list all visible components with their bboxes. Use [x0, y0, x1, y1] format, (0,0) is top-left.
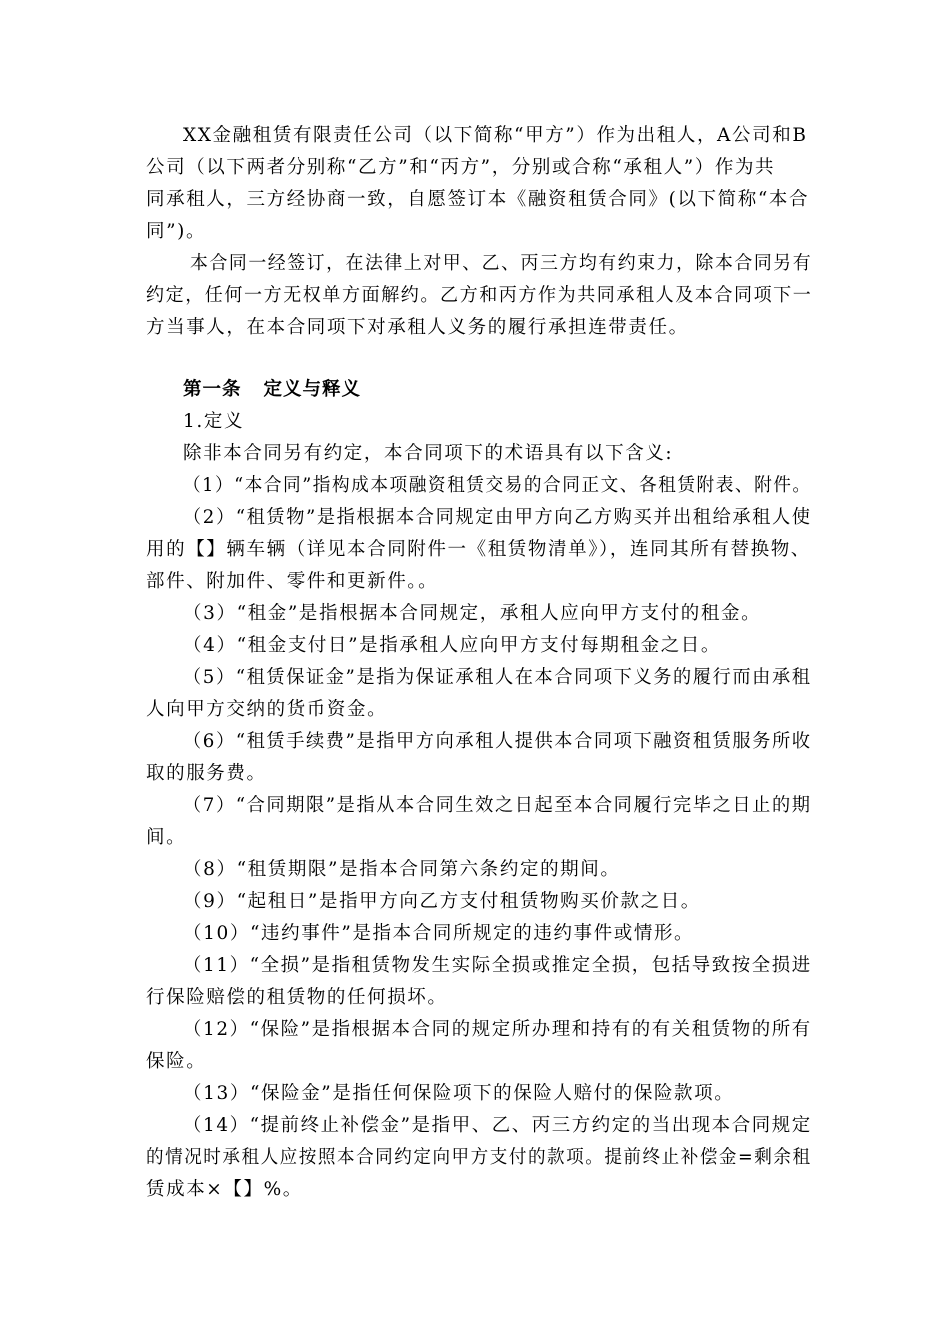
- definition-4-line-1: （4）“租金支付日”是指承租人应向甲方支付每期租金之日。: [183, 635, 721, 656]
- intro-p2-line-1: 本合同一经签订，在法律上对甲、乙、丙三方均有约束力，除本合同另有: [190, 253, 813, 274]
- definition-10-line-1: （10）“违约事件”是指本合同所规定的违约事件或情形。: [183, 923, 695, 944]
- definition-6-line-1: （6）“租赁手续费”是指甲方向承租人提供本合同项下融资租赁服务所收: [183, 731, 812, 752]
- intro-p2-line-3: 方当事人，在本合同项下对承租人义务的履行承担连带责任。: [146, 317, 689, 338]
- definition-6-line-2: 取的服务费。: [146, 763, 267, 784]
- definition-5-line-1: （5）“租赁保证金”是指为保证承租人在本合同项下义务的履行而由承租: [183, 667, 812, 688]
- intro-p1-line-3: 同承租人，三方经协商一致，自愿签订本《融资租赁合同》(以下简称“本合: [146, 189, 810, 210]
- definition-12-line-2: 保险。: [146, 1051, 207, 1072]
- definition-14-line-3: 赁成本×【】%。: [146, 1179, 303, 1200]
- definition-14-line-2: 的情况时承租人应按照本合同约定向甲方支付的款项。提前终止补偿金=剩余租: [146, 1147, 812, 1168]
- definition-7-line-2: 间。: [146, 827, 187, 848]
- definition-11-line-2: 行保险赔偿的租赁物的任何损坏。: [146, 987, 448, 1008]
- intro-p2-line-2: 约定，任何一方无权单方面解约。乙方和丙方作为共同承租人及本合同项下一: [146, 285, 813, 306]
- article-heading: [183, 378, 361, 402]
- intro-p1-line-4: 同”)。: [146, 221, 207, 242]
- article-number: 第一条: [183, 379, 242, 400]
- definition-7-line-1: （7）“合同期限”是指从本合同生效之日起至本合同履行完毕之日止的期: [183, 795, 812, 816]
- definition-2-line-1: （2）“租赁物”是指根据本合同规定由甲方向乙方购买并出租给承租人使: [183, 507, 812, 528]
- definition-11-line-1: （11）“全损”是指租赁物发生实际全损或推定全损，包括导致按全损进: [183, 955, 812, 976]
- definition-2-line-3: 部件、附加件、零件和更新件。。: [146, 571, 439, 592]
- definitions-lead: 除非本合同另有约定，本合同项下的术语具有以下含义:: [183, 443, 674, 464]
- definition-9-line-1: （9）“起租日”是指甲方向乙方支付租赁物购买价款之日。: [183, 891, 701, 912]
- definition-2-line-2: 用的【】辆车辆（详见本合同附件一《租赁物清单》），连同其所有替换物、: [146, 539, 811, 560]
- definition-8-line-1: （8）“租赁期限”是指本合同第六条约定的期间。: [183, 859, 621, 880]
- intro-p1-line-1: XX金融租赁有限责任公司（以下简称“甲方”）作为出租人，A公司和B: [183, 125, 808, 146]
- article-title: 定义与释义: [263, 379, 362, 400]
- section-sub-heading: 1.定义: [183, 411, 245, 432]
- definition-3-line-1: （3）“租金”是指根据本合同规定，承租人应向甲方支付的租金。: [183, 603, 762, 624]
- definition-1-line-1: （1）“本合同”指构成本项融资租赁交易的合同正文、各租赁附表、附件。: [183, 475, 812, 496]
- definition-5-line-2: 人向甲方交纳的货币资金。: [146, 699, 388, 720]
- definition-14-line-1: （14）“提前终止补偿金”是指甲、乙、丙三方约定的当出现本合同规定: [183, 1115, 812, 1136]
- intro-p1-line-2: 公司（以下两者分别称“乙方”和“丙方”，分别或合称“承租人”）作为共: [146, 157, 776, 178]
- definition-12-line-1: （12）“保险”是指根据本合同的规定所办理和持有的有关租赁物的所有: [183, 1019, 812, 1040]
- definition-13-line-1: （13）“保险金”是指任何保险项下的保险人赔付的保险款项。: [183, 1083, 735, 1104]
